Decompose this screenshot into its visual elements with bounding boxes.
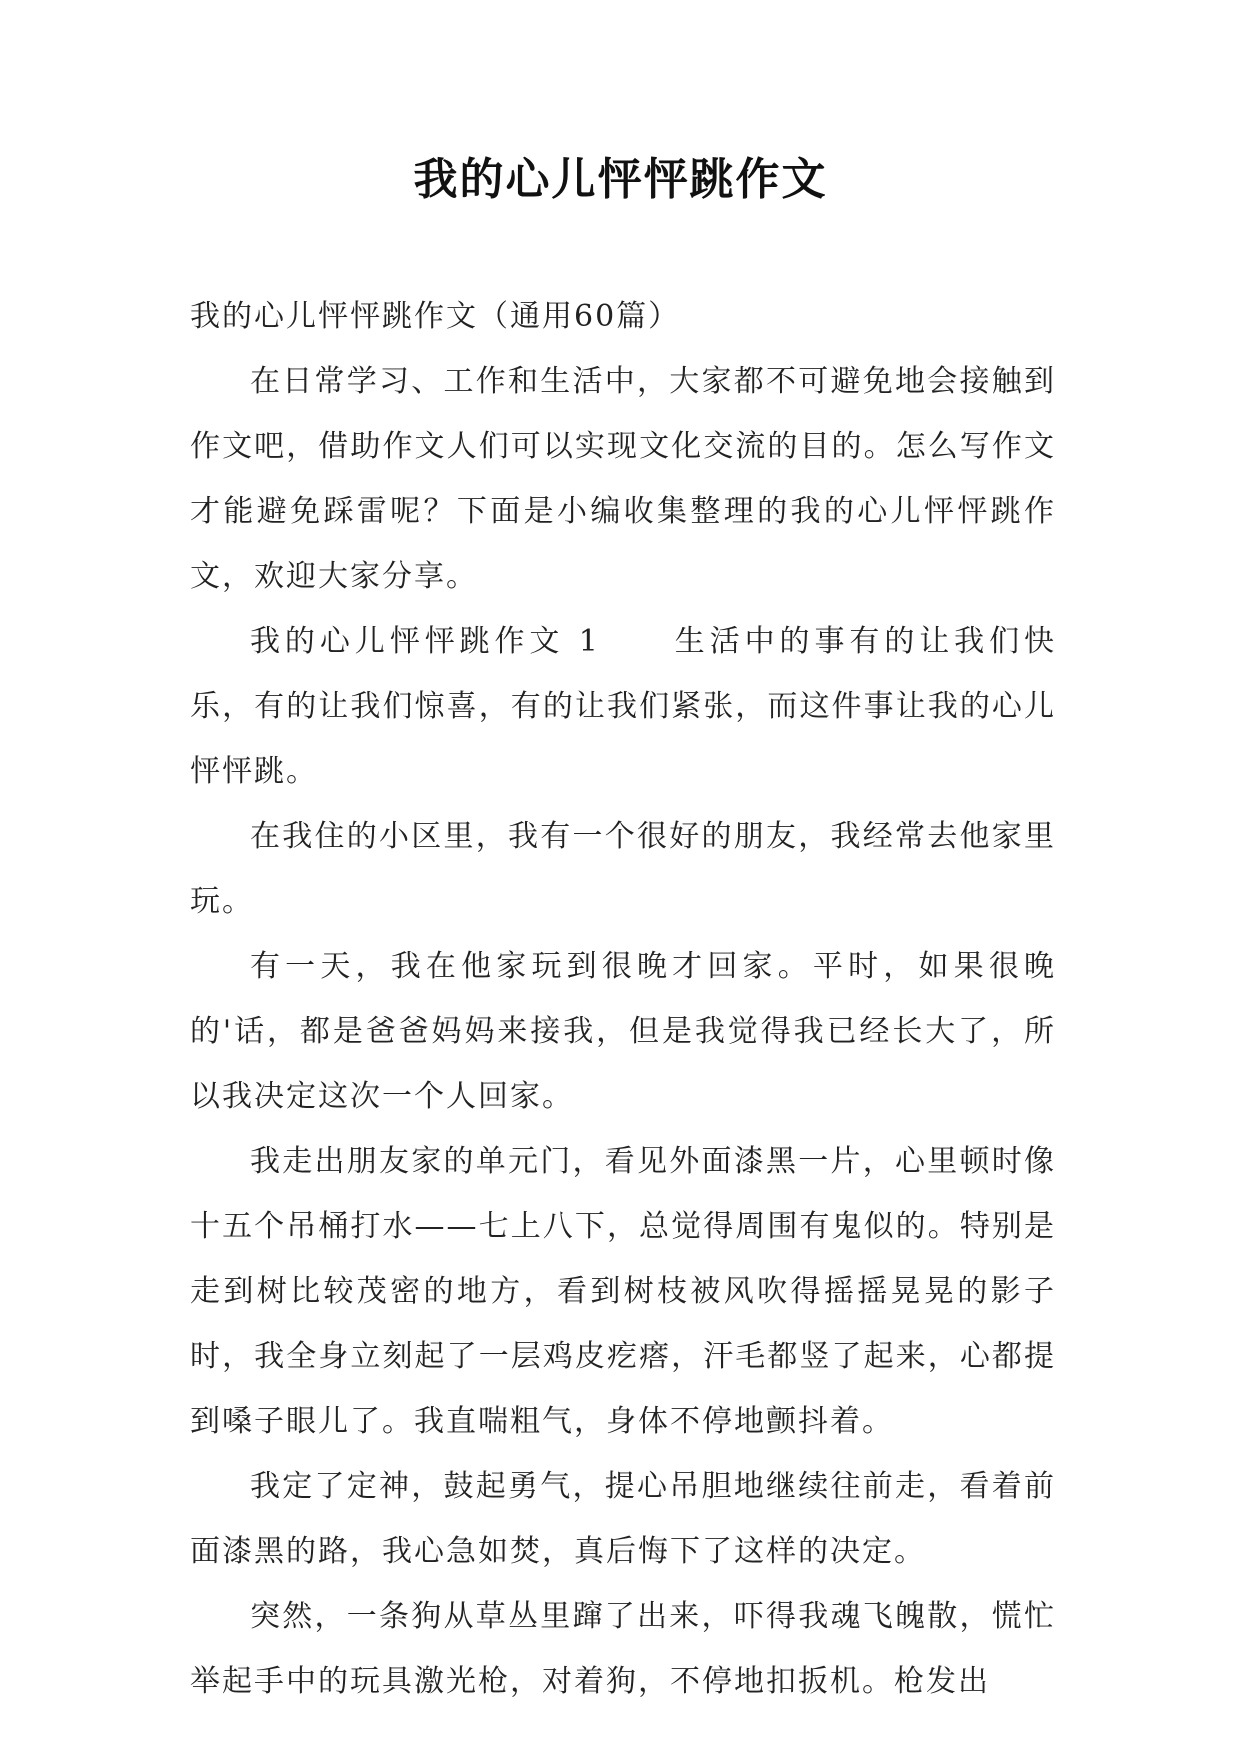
body-paragraph: 突然，一条狗从草丛里蹿了出来，吓得我魂飞魄散，慌忙举起手中的玩具激光枪，对着狗，不停地扣扳机。枪发出 (190, 1599, 1056, 1699)
document-subtitle: 我的心儿怦怦跳作文（通用60篇） (190, 299, 681, 334)
body-paragraph: 有一天，我在他家玩到很晚才回家。平时，如果很晚的'话，都是爸爸妈妈来接我，但是我觉得我已经长大了，所以我决定这次一个人回家。 (190, 949, 1056, 1114)
document-title: 我的心儿怦怦跳作文 (413, 154, 828, 205)
body-paragraph: 在我住的小区里，我有一个很好的朋友，我经常去他家里玩。 (190, 819, 1056, 919)
body-paragraph: 我走出朋友家的单元门，看见外面漆黑一片，心里顿时像十五个吊桶打水——七上八下，总觉得周围有鬼似的。特别是走到树比较茂密的地方，看到树枝被风吹得摇摇晃晃的影子时，我全身立刻起了一层鸡皮疙瘩，汗毛都竖了起来，心都提到嗓子眼儿了。我直喘粗气，身体不停地颤抖着。 (190, 1144, 1056, 1439)
body-paragraph: 我定了定神，鼓起勇气，提心吊胆地继续往前走，看着前面漆黑的路，我心急如焚，真后悔下了这样的决定。 (190, 1469, 1056, 1569)
intro-paragraph: 在日常学习、工作和生活中，大家都不可避免地会接触到作文吧，借助作文人们可以实现文化交流的目的。怎么写作文才能避免踩雷呢？下面是小编收集整理的我的心儿怦怦跳作文，欢迎大家分享。 (190, 364, 1056, 594)
essay-1-first-text: 生活中的事有的让我们快乐，有的让我们惊喜，有的让我们紧张，而这件事让我的心儿怦怦跳。 (190, 624, 1057, 789)
essay-1-heading: 我的心儿怦怦跳作文 1 (250, 624, 600, 659)
document-body (190, 284, 1056, 1714)
essay-1-first-paragraph (190, 609, 1056, 804)
